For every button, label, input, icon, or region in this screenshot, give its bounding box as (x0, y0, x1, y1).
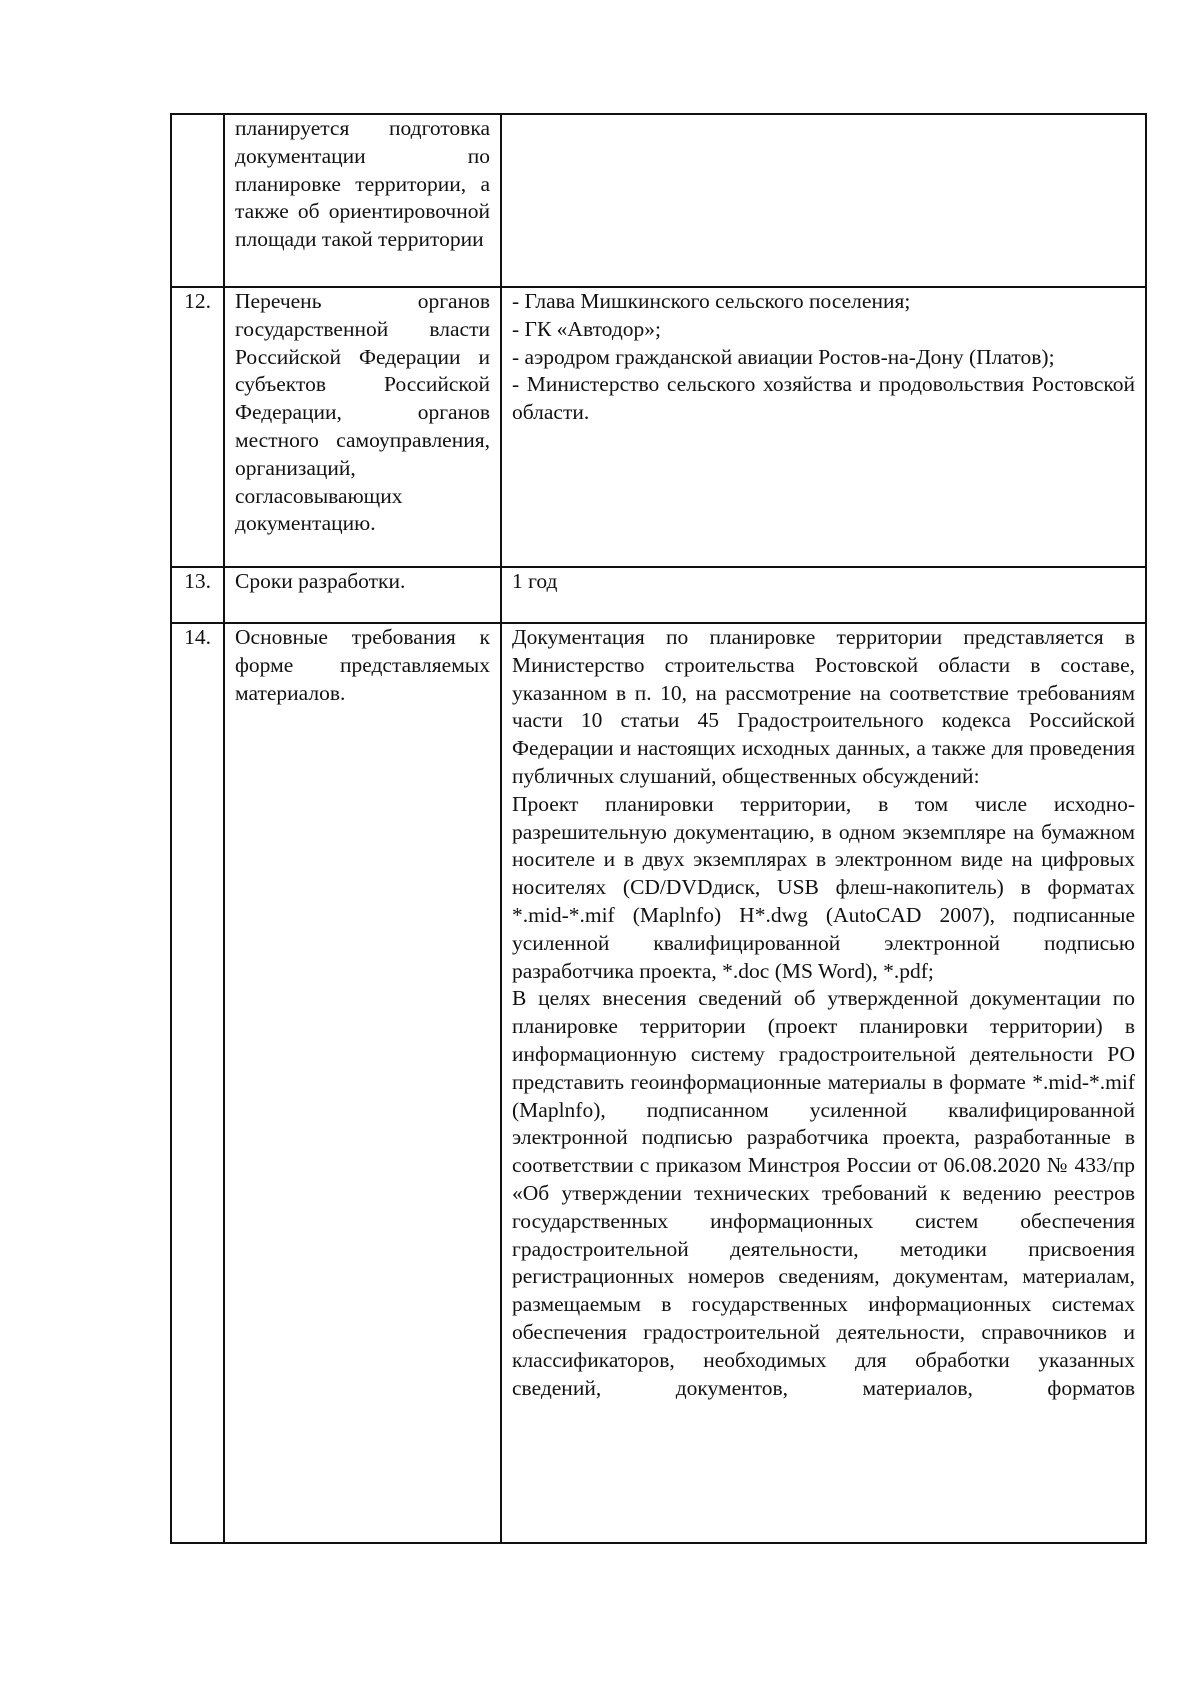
value-paragraph: Проект планировки территории, в том числе исходно-разрешительную документацию, в одном экземпляре на бумажном носителе и в двух экземплярах в электронном виде на цифровых носителях (CD/DVDдиск, USB флеш-накопитель) в форматах *.mid-*.mif (Maplnfo) H*.dwg (AutoCAD 2007), подписанные усиленной квалифицированной электронной подписью разработчика проекта, *.doc (MS Word), *.pdf; (512, 791, 1135, 983)
row-criterion: Перечень органов государственной власти Российской Федерации и субъектов Российской Федерации, органов местного самоуправления, организаций, согласовывающих документацию. (224, 287, 501, 567)
table-row (171, 114, 1146, 287)
table-row (171, 567, 1146, 623)
row-value (501, 287, 1146, 567)
row-number (171, 114, 224, 287)
row-criterion: Сроки разработки. (224, 567, 501, 623)
row-value (501, 623, 1146, 1543)
value-paragraph: - аэродром гражданской авиации Ростов-на-Дону (Платов); (512, 344, 1055, 369)
row-number: 12. (171, 287, 224, 567)
table-row (171, 287, 1146, 567)
value-paragraph: - Министерство сельского хозяйства и продовольствия Ростовской области. (512, 372, 1135, 425)
table-row (171, 623, 1146, 1543)
row-number: 14. (171, 623, 224, 1543)
requirements-table (170, 113, 1147, 1544)
row-criterion: планируется подготовка документации по планировке территории, а также об ориентировочной площади такой территории (224, 114, 501, 287)
value-paragraph: Документация по планировке территории представляется в Министерство строительства Ростовской области в составе, указанном в п. 10, на рассмотрение на соответствие требованиям части 10 статьи 45 Градостроительного кодекса Российской Федерации и настоящих исходных данных, а также для проведения публичных слушаний, общественных обсуждений: (512, 625, 1135, 788)
value-paragraph: 1 год (512, 569, 558, 593)
row-number: 13. (171, 567, 224, 623)
value-paragraph: - Глава Мишкинского сельского поселения; (512, 289, 911, 313)
row-criterion: Основные требования к форме представляемых материалов. (224, 623, 501, 1543)
row-value (501, 567, 1146, 623)
value-paragraph: - ГК «Автодор»; (512, 316, 661, 341)
value-paragraph: В целях внесения сведений об утвержденной документации по планировке территории (проект планировки территории) в информационную систему градостроительной деятельности РО представить геоинформационные материалы в формате *.mid-*.mif (Maplnfo), подписанном усиленной квалифицированной электронной подписью разработчика проекта, разработанные в соответствии с приказом Минстроя России от 06.08.2020 № 433/пр «Об утверждении технических требований к ведению реестров государственных информационных систем обеспечения градостроительной деятельности, методики присвоения регистрационных номеров сведениям, документам, материалам, размещаемым в государственных информационных системах обеспечения градостроительной деятельности, справочников и классификаторов, необходимых для обработки указанных сведений, документов, материалов, форматов (512, 986, 1135, 1400)
row-value (501, 114, 1146, 287)
